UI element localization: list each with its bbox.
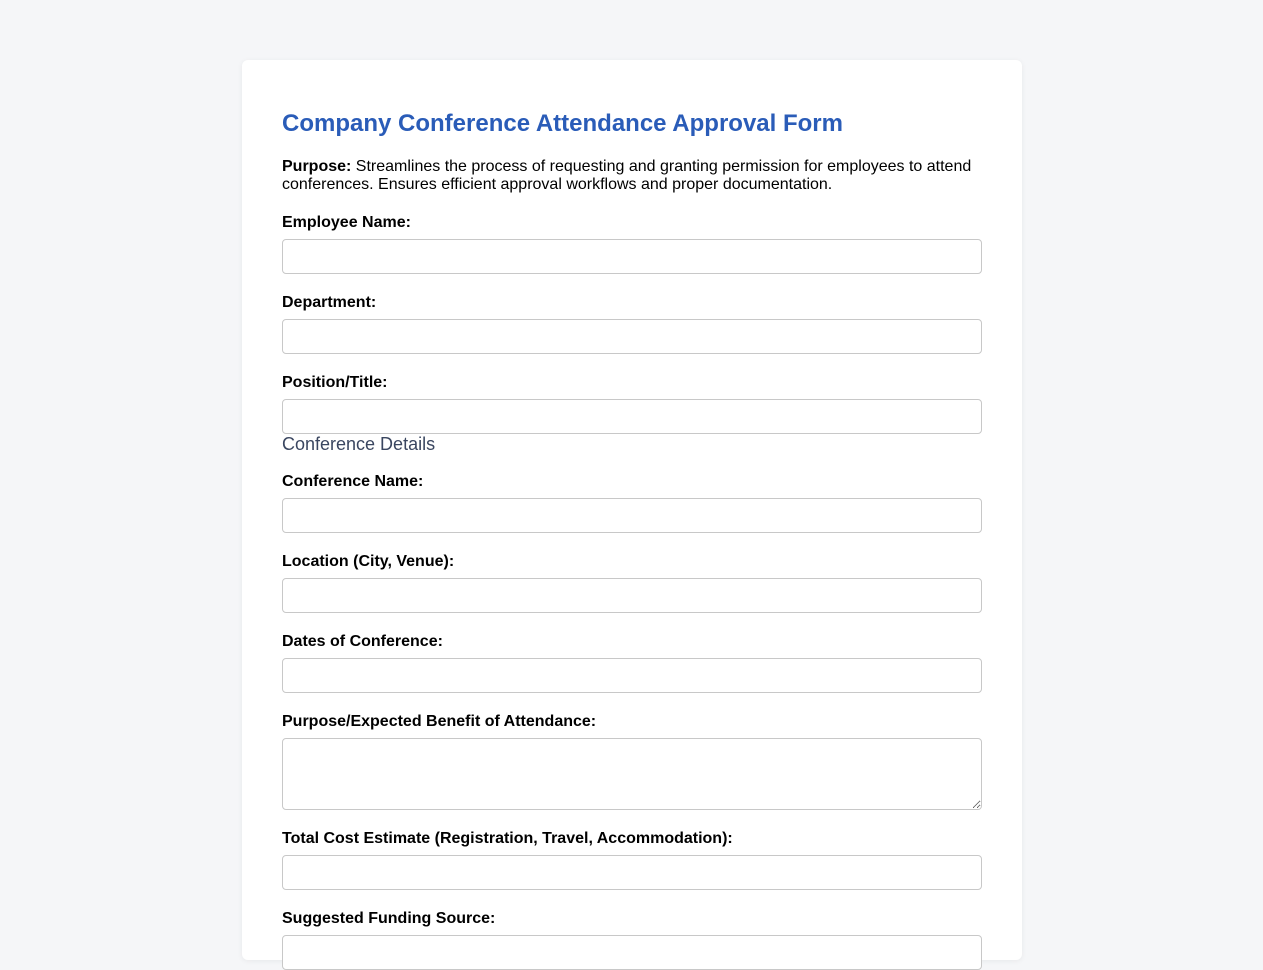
purpose-benefit-field <box>282 713 982 810</box>
position-label: Position/Title: <box>282 374 388 391</box>
conference-name-field <box>282 473 982 533</box>
form-card <box>242 60 1022 960</box>
department-field <box>282 294 982 354</box>
purpose-benefit-textarea[interactable] <box>282 738 982 810</box>
dates-field <box>282 633 982 693</box>
department-input[interactable] <box>282 319 982 354</box>
conference-name-label: Conference Name: <box>282 473 424 490</box>
location-input[interactable] <box>282 578 982 613</box>
conference-name-input[interactable] <box>282 498 982 533</box>
employee-name-field <box>282 214 982 274</box>
employee-name-input[interactable] <box>282 239 982 274</box>
conference-details-heading: Conference Details <box>282 434 436 454</box>
funding-source-label: Suggested Funding Source: <box>282 910 496 927</box>
funding-source-field <box>282 910 982 970</box>
total-cost-label: Total Cost Estimate (Registration, Travel, Accommodation): <box>282 830 733 847</box>
dates-input[interactable] <box>282 658 982 693</box>
purpose-description <box>282 158 982 194</box>
form-title: Company Conference Attendance Approval Form <box>282 110 843 137</box>
purpose-benefit-label: Purpose/Expected Benefit of Attendance: <box>282 713 597 730</box>
position-field <box>282 374 982 434</box>
employee-name-label: Employee Name: <box>282 214 411 231</box>
total-cost-field <box>282 830 982 890</box>
position-input[interactable] <box>282 399 982 434</box>
location-label: Location (City, Venue): <box>282 553 455 570</box>
location-field <box>282 553 982 613</box>
total-cost-input[interactable] <box>282 855 982 890</box>
purpose-text: Streamlines the process of requesting and granting permission for employees to attend conferences. Ensures efficient approval workflows and proper documentation. <box>282 158 972 193</box>
dates-label: Dates of Conference: <box>282 633 443 650</box>
funding-source-input[interactable] <box>282 935 982 970</box>
department-label: Department: <box>282 294 377 311</box>
purpose-label: Purpose: <box>282 158 352 175</box>
